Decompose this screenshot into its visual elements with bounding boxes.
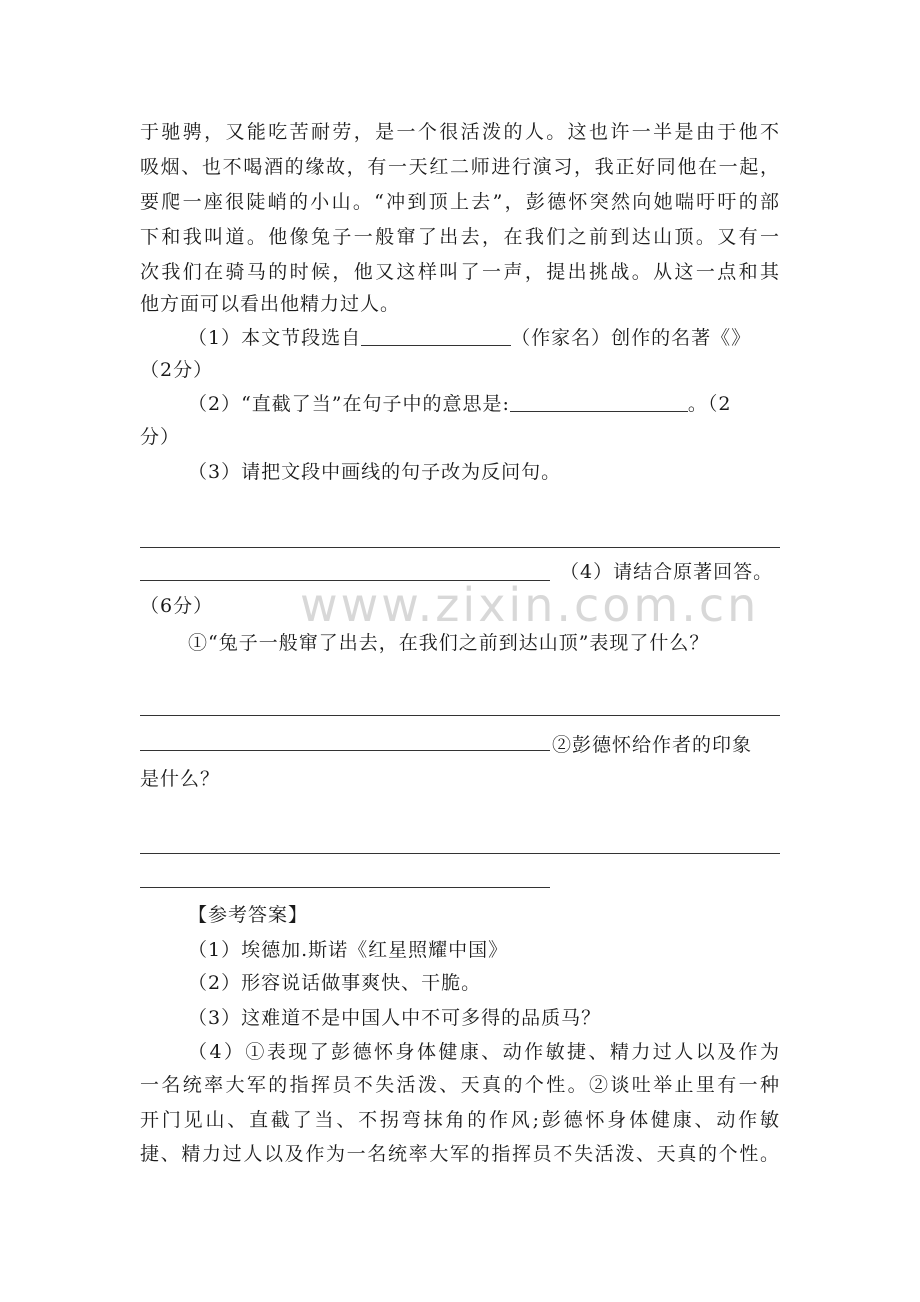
answer-2: （2）形容说话做事爽快、干脆。 — [188, 972, 482, 994]
answer-rule[interactable] — [140, 853, 780, 854]
passage-line-4: 下和我叫道。他像兔子一般窜了出去，在我们之前到达山顶。又有一 — [140, 226, 780, 248]
answer-4-line-2: 一名统率大军的指挥员不失活泼、天真的个性。②谈吐举止里有一种 — [140, 1074, 780, 1096]
question-2-before: （2）“直截了当”在句子中的意思是: — [188, 393, 510, 415]
answer-rule[interactable] — [140, 715, 780, 716]
watermark: www.zixin.com.cn — [300, 578, 760, 632]
answer-blank[interactable] — [361, 325, 511, 346]
question-4b-wrap: 是什么？ — [140, 768, 221, 790]
question-1 — [188, 322, 751, 354]
question-2-wrap: 分） — [140, 426, 181, 448]
question-4-score: （6分） — [140, 595, 214, 617]
question-4-tail: （4）请结合原著回答。 — [560, 561, 774, 583]
question-4a: ①“兔子一般窜了出去，在我们之前到达山顶”表现了什么？ — [188, 632, 710, 654]
passage-line-6: 他方面可以看出他精力过人。 — [140, 293, 401, 315]
answer-1: （1）埃德加.斯诺《红星照耀中国》 — [188, 939, 509, 961]
answer-rule[interactable] — [140, 887, 550, 888]
answer-4-line-1: （4）①表现了彭德怀身体健康、动作敏捷、精力过人以及作为 — [188, 1041, 780, 1063]
passage-line-3: 要爬一座很陡峭的小山。“冲到顶上去”，彭德怀突然向她喘吁吁的部 — [140, 191, 780, 213]
question-1-score: （2分） — [140, 359, 214, 381]
question-4b-tail: ②彭德怀给作者的印象 — [552, 734, 753, 756]
question-1-before: （1）本文节段选自 — [188, 327, 362, 349]
passage-line-1: 于驰骋，又能吃苦耐劳，是一个很活泼的人。这也许一半是由于他不 — [140, 121, 780, 143]
passage-line-2: 吸烟、也不喝酒的缘故，有一天红二师进行演习，我正好同他在一起， — [140, 156, 780, 178]
answer-4-line-4: 捷、精力过人以及作为一名统率大军的指挥员不失活泼、天真的个性。 — [140, 1143, 780, 1165]
answer-heading: 【参考答案】 — [188, 904, 309, 926]
passage-line-5: 次我们在骑马的时候，他又这样叫了一声，提出挑战。从这一点和其 — [140, 261, 780, 283]
question-1-after: （作家名）创作的名著《》 — [511, 327, 752, 349]
answer-rule[interactable] — [140, 750, 550, 751]
answer-blank[interactable] — [510, 391, 688, 412]
question-2 — [188, 388, 732, 420]
question-3: （3）请把文段中画线的句子改为反问句。 — [188, 461, 562, 483]
answer-rule[interactable] — [140, 580, 550, 581]
answer-3: （3）这难道不是中国人中不可多得的品质马？ — [188, 1007, 602, 1029]
answer-4-line-3: 开门见山、直截了当、不拐弯抹角的作风;彭德怀身体健康、动作敏 — [140, 1109, 780, 1131]
question-2-after: 。（2 — [687, 393, 732, 415]
answer-rule[interactable] — [140, 547, 780, 548]
